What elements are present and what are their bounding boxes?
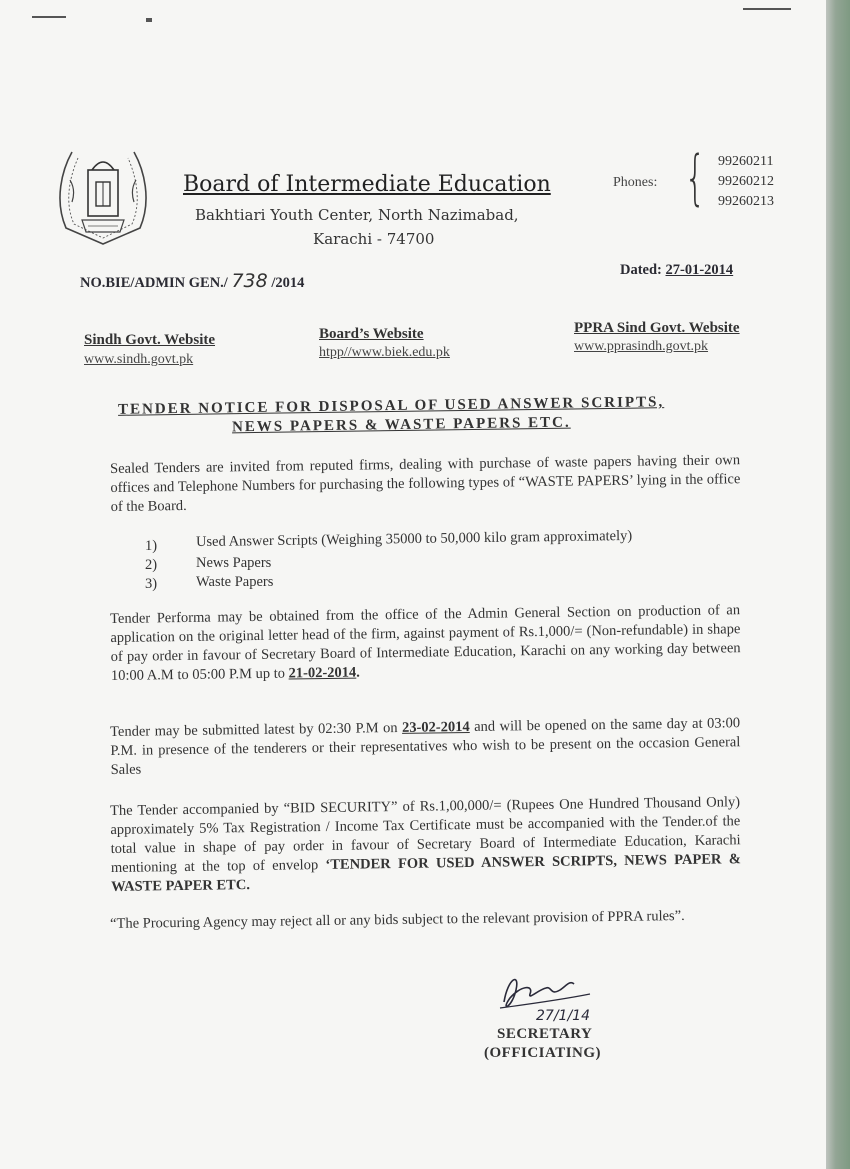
dated-value: 27-01-2014 [665,262,734,278]
list-item: Waste Papers [196,574,274,590]
security-bold: ‘TENDER FOR USED ANSWER SCRIPTS, NEWS PAPER & WASTE PAPER ETC. [111,851,741,895]
performa-deadline: 21-02-2014 [288,664,357,682]
scan-mark [743,8,791,10]
scan-mark [146,18,152,22]
board-seal-logo [52,140,154,252]
submission-end: and will be opened on the same day at 03:00 P.M. in presence of the tenderers or their representatives who wish to be present on the occasion General Sales [110,715,741,778]
website-heading: Sindh Govt. Website [84,332,216,348]
dated-line [620,262,733,279]
list-item: News Papers [196,555,272,571]
reference-number [80,270,304,292]
list-item: Used Answer Scripts (Weighing 35000 to 50,000 kilo gram approximately) [195,527,633,551]
address-line-1: Bakhtiari Youth Center, North Nazimabad, [195,206,519,224]
submission-paragraph [110,714,741,780]
security-paragraph [110,793,741,897]
list-number: 1) [145,538,158,554]
phones-label: Phones: [613,175,658,190]
secretary-officiating: (OFFICIATING) [484,1045,602,1061]
scan-edge [826,0,850,1169]
list-number: 3) [145,576,158,592]
reference-prefix: NO.BIE/ADMIN GEN./ [80,275,228,291]
performa-paragraph [110,601,741,686]
brace-icon: { [684,143,706,213]
submission-date: 23-02-2014 [401,718,470,736]
performa-text: Tender Performa may be obtained from the office of the Admin General Section on production of an application on the original letter head of the firm, against payment of Rs.1,000/= (Non-refundable) in shape of pay order in favour of Secretary Board of Intermediate Education, Karachi on any working day between 10:00 A.M to 05:00 P.M up to [110,602,741,684]
signature-date: 27/1/14 [536,1008,590,1024]
website-heading: Board’s Website [319,326,424,342]
notice-title-line-2: NEWS PAPERS & WASTE PAPERS ETC. [231,414,571,436]
security-text: The Tender accompanied by “BID SECURITY” of Rs.1,00,000/= (Rupees One Hundred Thousand Only) approximately 5% Tax Registration / Income Tax Certificate must be accompanied with the Tender.of the total value in shape of pay order in favour of Secretary Board of Intermediate Education, Karachi mentioning at the top of envelop [110,794,741,876]
organization-name: Board of Intermediate Education [183,172,551,197]
dated-label: Dated: [620,262,662,278]
website-url[interactable]: www.sindh.govt.pk [84,352,194,367]
intro-paragraph: Sealed Tenders are invited from reputed firms, dealing with purchase of waste papers having their own offices and Telephone Numbers for purchasing the following types of “WASTE PAPERS’ lying in the office of the Board. [110,452,741,515]
website-url[interactable]: htpp//www.biek.edu.pk [319,345,450,360]
reference-suffix: /2014 [271,275,305,291]
notice-title-line-1: TENDER NOTICE FOR DISPOSAL OF USED ANSWER SCRIPTS, [117,394,665,418]
reference-handwritten: 738 [231,270,268,292]
phone-number: 99260211 [718,154,774,169]
phone-number: 99260213 [718,194,774,209]
handwritten-signature [490,968,600,1028]
ppra-paragraph: “The Procuring Agency may reject all or any bids subject to the relevant provision of PPRA rules”. [110,907,685,932]
phone-number: 99260212 [718,174,774,189]
secretary-title: SECRETARY [497,1026,593,1042]
performa-end: . [356,664,360,681]
address-line-2: Karachi - 74700 [313,230,435,248]
list-number: 2) [145,557,158,573]
website-url[interactable]: www.pprasindh.govt.pk [574,339,709,354]
website-heading: PPRA Sind Govt. Website [574,320,740,336]
scan-mark [32,16,66,18]
submission-start: Tender may be submitted latest by 02:30 P.M on [110,719,403,740]
